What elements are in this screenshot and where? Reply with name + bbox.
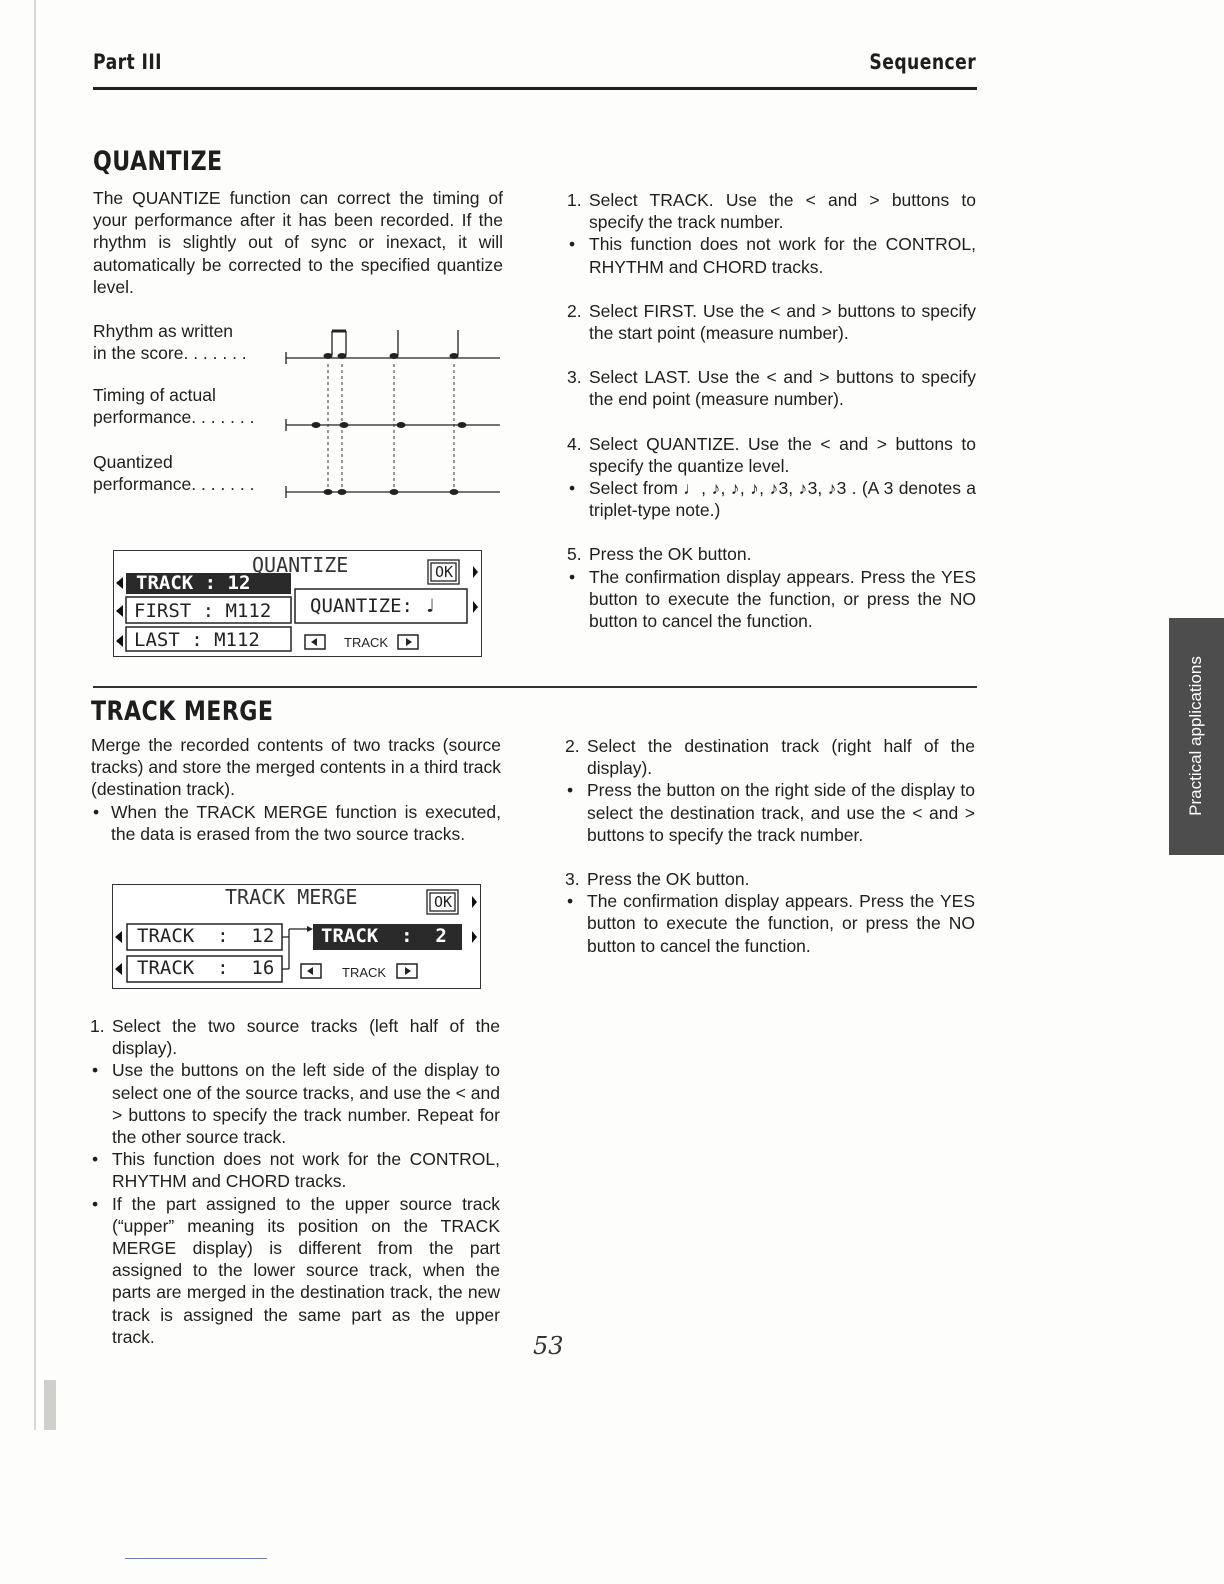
merge-title: TRACK MERGE (91, 696, 274, 727)
merge-step-3-note (565, 890, 975, 957)
merge-steps-left (90, 1015, 500, 1348)
label-written-2: in the score. . . . . . . (93, 343, 247, 363)
quantize-lcd-title: QUANTIZE (252, 553, 349, 577)
step-text: Select the two source tracks (left half of the display). (112, 1016, 500, 1059)
label-actual-2: performance. . . . . . . (93, 407, 255, 427)
chapter-tab-label: Practical applications (1186, 656, 1205, 816)
footer-line (125, 1558, 267, 1559)
bullet: • (92, 1060, 99, 1081)
step-text: The confirmation display appears. Press the YES button to execute the function, or press the NO button to cancel the function. (587, 891, 975, 956)
quantize-lcd-track-nav[interactable]: TRACK (344, 635, 389, 650)
bullet: • (92, 1193, 99, 1214)
bullet: • (569, 478, 576, 499)
quantize-step-4-note (567, 477, 976, 521)
step-text: Press the button on the right side of the display to select the destination track, and use the < and > buttons to specify the track number. (587, 780, 975, 845)
label-quantized-1: Quantized (93, 452, 173, 472)
merge-intro (91, 734, 501, 845)
quantize-step-5 (567, 543, 976, 565)
quantize-title: QUANTIZE (93, 146, 223, 177)
bullet: • (567, 891, 574, 912)
merge-lcd-ok-button[interactable]: OK (434, 893, 453, 911)
step-number: 2. (567, 300, 582, 321)
bullet-text: When the TRACK MERGE function is executed, the data is erased from the two source tracks. (111, 801, 501, 844)
merge-lcd-source-track-lower[interactable]: TRACK : 16 (137, 957, 275, 979)
step-number: 5. (567, 544, 582, 565)
section-divider (93, 686, 977, 688)
merge-intro-text: Merge the recorded contents of two tracks (source tracks) and store the merged contents in a third track (destination track). (91, 735, 501, 800)
quantize-step-5-note (567, 566, 976, 633)
step-number: 4. (567, 433, 582, 454)
step-text: Press the OK button. (587, 869, 750, 890)
quantize-intro-text: The QUANTIZE function can correct the timing of your performance after it has been recorded. If the rhythm is slightly out of sync or inexact, it will automatically be corrected to the specified quantize level. (93, 188, 503, 297)
quantize-lcd-track[interactable]: TRACK : 12 (136, 572, 251, 594)
quantize-lcd-last[interactable]: LAST : M112 (134, 629, 260, 651)
step-text: The confirmation display appears. Press the YES button to execute the function, or press the NO button to cancel the function. (589, 566, 976, 632)
step-text: Select the destination track (right half of the display). (587, 736, 975, 779)
merge-lcd (112, 884, 481, 989)
quantize-lcd-quantize-value[interactable]: QUANTIZE: ♩ (310, 595, 436, 617)
chapter-tab (1169, 618, 1224, 855)
quantize-step-3 (567, 366, 976, 410)
step-number: 3. (565, 869, 580, 890)
quantize-step-2 (567, 300, 976, 344)
step-text: Select from ♩, ♪, ♪, ♪, ♪3, ♪3, ♪3 . (A 3 denotes a triplet-type note.) (589, 478, 976, 521)
merge-lcd-source-track-upper[interactable]: TRACK : 12 (137, 925, 275, 947)
label-quantized-2: performance. . . . . . . (93, 474, 255, 494)
merge-lcd-track-nav[interactable]: TRACK (342, 965, 387, 980)
step-text: Select LAST. Use the < and > buttons to specify the end point (measure number). (589, 367, 976, 410)
step-text: Select QUANTIZE. Use the < and > buttons to specify the quantize level. (589, 433, 976, 476)
page-number: 53 (533, 1332, 564, 1360)
bullet: • (92, 1149, 99, 1170)
label-actual-1: Timing of actual (93, 385, 216, 405)
step-number: 1. (567, 190, 582, 210)
step-text: Select FIRST. Use the < and > buttons to specify the start point (measure number). (589, 300, 976, 344)
quantize-step-1 (567, 189, 976, 233)
rhythm-diagram (280, 322, 505, 502)
merge-step-1-note-a (90, 1059, 500, 1148)
step-number: 3. (567, 367, 582, 388)
quantize-intro (93, 187, 503, 298)
step-text: Use the buttons on the left side of the display to select one of the source tracks, and use the < and > buttons to specify the track number. Repeat for the other source track. (112, 1060, 500, 1148)
merge-lcd-destination-track[interactable]: TRACK : 2 (321, 925, 447, 947)
header-rule (93, 87, 977, 90)
bullet: • (93, 801, 100, 822)
step-number: 1. (90, 1016, 105, 1036)
bullet: • (567, 780, 574, 801)
header-chapter: Sequencer (869, 50, 976, 74)
step-text: This function does not work for the CONTROL, RHYTHM and CHORD tracks. (112, 1149, 500, 1192)
binding-shadow (44, 1380, 56, 1430)
merge-step-3 (565, 868, 975, 890)
step-text: Press the OK button. (589, 544, 752, 565)
step-text: This function does not work for the CONTROL, RHYTHM and CHORD tracks. (589, 234, 976, 277)
quantize-lcd-first[interactable]: FIRST : M112 (134, 600, 272, 622)
quantize-step-4 (567, 433, 976, 477)
merge-step-1-note-c (90, 1193, 500, 1348)
bullet: • (569, 234, 576, 255)
step-number: 2. (565, 736, 580, 756)
merge-step-1-note-b (90, 1148, 500, 1192)
merge-lcd-title: TRACK MERGE (225, 885, 358, 909)
header-part: Part III (93, 50, 163, 74)
merge-step-2 (565, 735, 975, 779)
quantize-lcd (113, 550, 482, 657)
merge-step-2-note (565, 779, 975, 846)
quantize-lcd-ok-button[interactable]: OK (435, 563, 454, 581)
step-text: Select TRACK. Use the < and > buttons to specify the track number. (589, 190, 976, 233)
quantize-step-1-note (567, 233, 976, 277)
merge-intro-bullet (91, 801, 501, 845)
binding-edge (34, 0, 36, 1430)
merge-steps-right (565, 735, 975, 957)
label-written-1: Rhythm as written (93, 321, 234, 341)
step-text: If the part assigned to the upper source track (“upper” meaning its position on the TRACK MERGE display) is different from the part assigned to the lower source track, when the parts are merged in the destination track, the new track is assigned the same part as the upper track. (112, 1193, 500, 1347)
quantize-steps (567, 189, 976, 632)
merge-step-1 (90, 1015, 500, 1059)
bullet: • (569, 566, 576, 587)
